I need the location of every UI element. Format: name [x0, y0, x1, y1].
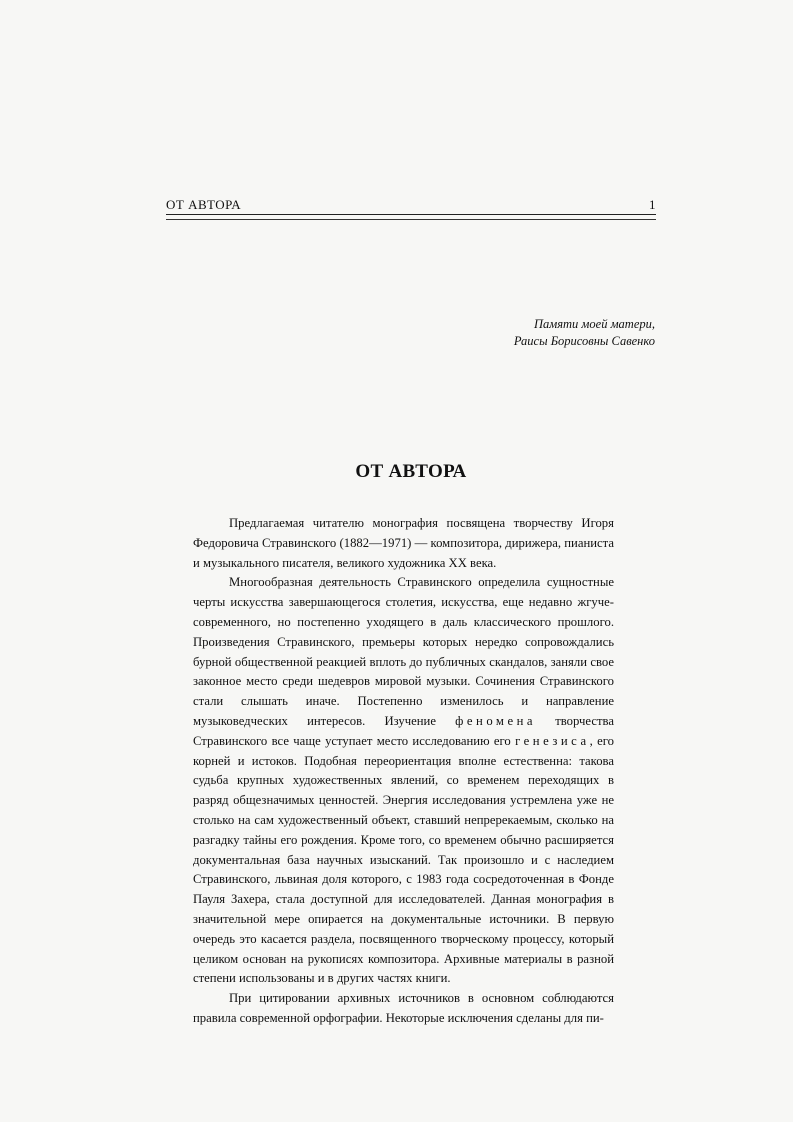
- paragraph-2-part-b: творчества Стравинского все чаще уступает место исследованию его: [193, 713, 614, 748]
- emphasis-phenomenon: феномена: [455, 713, 536, 728]
- emphasis-genesis: генезиса: [515, 733, 590, 748]
- header-rule-thin: [166, 219, 656, 220]
- body-text: [193, 514, 614, 1029]
- header-rule-thick: [166, 214, 656, 215]
- page-number: 1: [649, 197, 656, 212]
- paragraph-2-part-a: Многообразная деятельность Стравинского определила сущностные черты искусства завершающегося столетия, искусства, еще недавно жгуче-современного, но постепенно уходящего в даль классического прошлого. Произведения Стравинского, премьеры которых нередко сопровождались бурной общественной реакцией вплоть до публичных скандалов, заняли свое законное место среди шедевров мировой музыки. Сочинения Стравинского стали слышать иначе. Постепенно изменилось и направление музыковедческих интересов. Изучение: [193, 575, 614, 728]
- chapter-title: ОТ АВТОРА: [355, 461, 467, 482]
- paragraph-1: Предлагаемая читателю монография посвящена творчеству Игоря Федоровича Стравинского (1882—1971) — композитора, дирижера, пианиста и музыкального писателя, великого художника XX века.: [193, 516, 614, 570]
- dedication-line-1: Памяти моей матери,: [533, 317, 655, 331]
- dedication: [514, 316, 655, 350]
- paragraph-3: При цитировании архивных источников в основном соблюдаются правила современной орфографии. Некоторые исключения сделаны для пи-: [193, 991, 614, 1025]
- dedication-line-2: Раисы Борисовны Савенко: [513, 334, 655, 348]
- paragraph-2: [193, 573, 614, 989]
- paragraph-2-part-c: , его корней и истоков. Подобная переориентация вполне естественна: такова судьба крупных художественных явлений, со временем переходящих в разряд общезначимых ценностей. Энергия исследования устремлена уже не столько на сам художественный объект, ставший непререкаемым, сколько на разгадку тайны его рождения. Кроме того, со временем обычно расширяется документальная база научных изысканий. Так произошло и с наследием Стравинского, львиная доля которого, с 1983 года сосредоточенная в Фонде Пауля Захера, стала доступной для исследователей. Данная монография в значительной мере опирается на документальные источники. В первую очередь это касается раздела, посвященного творческому процессу, который целиком основан на рукописях композитора. Архивные материалы в разной степени использованы и в других частях книги.: [193, 733, 614, 986]
- running-title: ОТ АВТОРА: [166, 197, 242, 212]
